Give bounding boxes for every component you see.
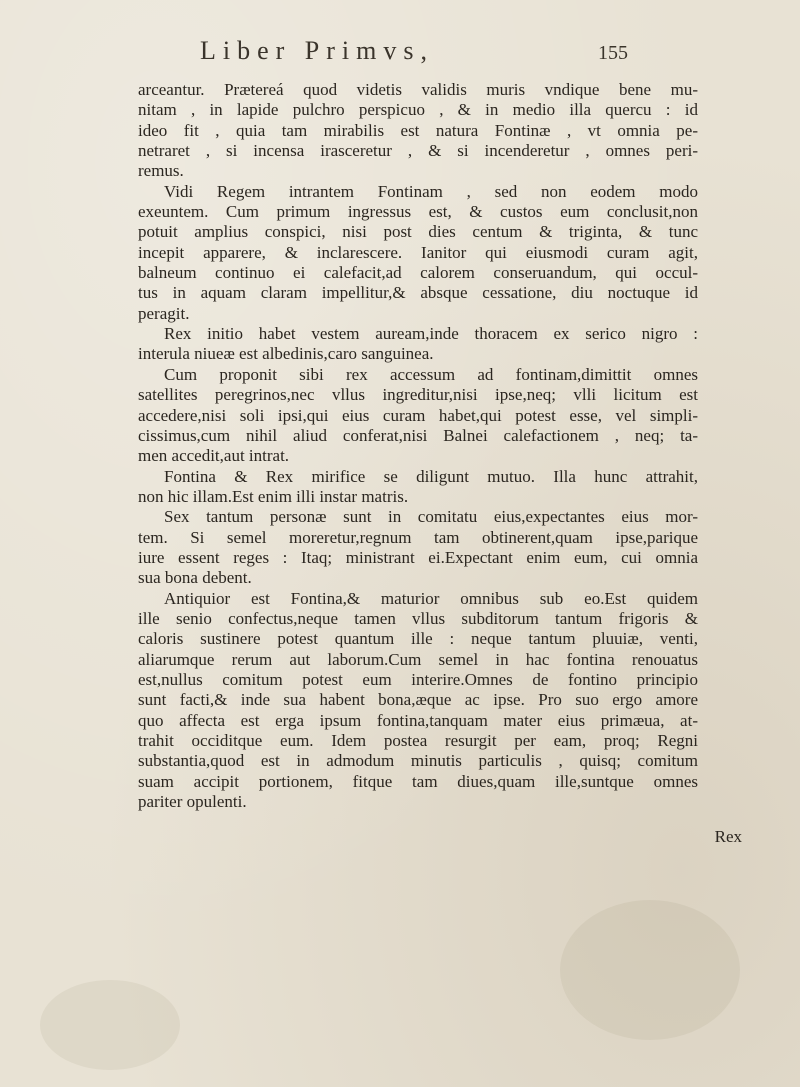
text-line: iure essent reges : Itaq; ministrant ei.Expectant enim eum, cui omnia bbox=[138, 547, 698, 567]
text-line: interula niueæ est albedinis,caro sanguinea. bbox=[138, 344, 434, 364]
text-line: substantia,quod est in admodum minutis particulis , quisq; comitum bbox=[138, 751, 698, 771]
text-line: pariter opulenti. bbox=[138, 792, 247, 812]
text-line: sua bona debent. bbox=[138, 568, 252, 588]
text-line: incepit apparere, & inclarescere. Ianitor qui eiusmodi curam agit, bbox=[138, 242, 698, 262]
text-line: peragit. bbox=[138, 303, 190, 323]
text-line: non hic illam.Est enim illi instar matris. bbox=[138, 486, 409, 506]
text-line: Fontina & Rex mirifice se diligunt mutuo. Illa hunc attrahit, bbox=[164, 466, 698, 486]
text-line: potuit amplius conspici, nisi post dies centum & triginta, & tunc bbox=[138, 222, 698, 242]
text-line: Sex tantum personæ sunt in comitatu eius,expectantes eius mor- bbox=[164, 507, 698, 527]
text-line: Antiquior est Fontina,& maturior omnibus sub eo.Est quidem bbox=[164, 588, 698, 608]
text-line: balneum continuo ei calefacit,ad calorem conseruandum, qui occul- bbox=[138, 263, 698, 283]
body-text bbox=[138, 80, 698, 812]
text-line: sunt facti,& inde sua habent bona,æque ac ipse. Pro suo ergo amore bbox=[138, 690, 698, 710]
text-line: Rex initio habet vestem auream,inde thoracem ex serico nigro : bbox=[164, 324, 698, 344]
text-line: cissimus,cum nihil aliud conferat,nisi Balnei calefactionem , neq; ta- bbox=[138, 425, 698, 445]
text-line: exeuntem. Cum primum ingressus est, & custos eum conclusit,non bbox=[138, 202, 698, 222]
text-line: caloris sustinere potest quantum ille : neque tantum pluuiæ, venti, bbox=[138, 629, 698, 649]
running-head-title: Liber Primvs, bbox=[200, 36, 434, 65]
text-line: ideo fit , quia tam mirabilis est natura Fontinæ , vt omnia pe- bbox=[138, 120, 698, 140]
text-line: netraret , si incensa irasceretur , & si incenderetur , omnes peri- bbox=[138, 141, 698, 161]
text-line: ille senio confectus,neque tamen vllus subditorum tantum frigoris & bbox=[138, 608, 698, 628]
text-line: arceantur. Prætereá quod videtis validis muris vndique bene mu- bbox=[138, 80, 698, 99]
text-line: aliarumque rerum aut laborum.Cum semel in hac fontina renouatus bbox=[138, 649, 698, 669]
running-head bbox=[200, 36, 628, 68]
text-line: satellites peregrinos,nec vllus ingreditur,nisi ipse,neq; vlli licitum est bbox=[138, 385, 698, 405]
text-line: tus in aquam claram impellitur,& absque cessatione, diu noctuque id bbox=[138, 283, 698, 303]
text-line: est,nullus comitum potest eum interire.Omnes de fontino principio bbox=[138, 669, 698, 689]
page-number: 155 bbox=[598, 42, 628, 64]
text-line: tem. Si semel moreretur,regnum tam obtinerent,quam ipse,parique bbox=[138, 527, 698, 547]
text-line: suam accipit portionem, fitque tam diues,quam ille,suntque omnes bbox=[138, 771, 698, 791]
text-line: trahit occiditque eum. Idem postea resurgit per eam, proq; Regni bbox=[138, 731, 698, 750]
text-line: quo affecta est erga ipsum fontina,tanquam mater eius primæua, at- bbox=[138, 710, 698, 730]
text-line: men accedit,aut intrat. bbox=[138, 446, 290, 466]
text-line: Cum proponit sibi rex accessum ad fontinam,dimittit omnes bbox=[164, 364, 698, 384]
text-line: remus. bbox=[138, 161, 184, 181]
paper-stain bbox=[40, 980, 180, 1070]
text-line: nitam , in lapide pulchro perspicuo , & in medio illa quercu : id bbox=[138, 100, 698, 120]
text-line: Vidi Regem intrantem Fontinam , sed non eodem modo bbox=[164, 181, 698, 201]
paper-stain bbox=[560, 900, 740, 1040]
text-line: accedere,nisi soli ipsi,qui eius curam habet,qui potest esse, vel simpli- bbox=[138, 405, 698, 425]
catchword: Rex bbox=[714, 827, 742, 846]
